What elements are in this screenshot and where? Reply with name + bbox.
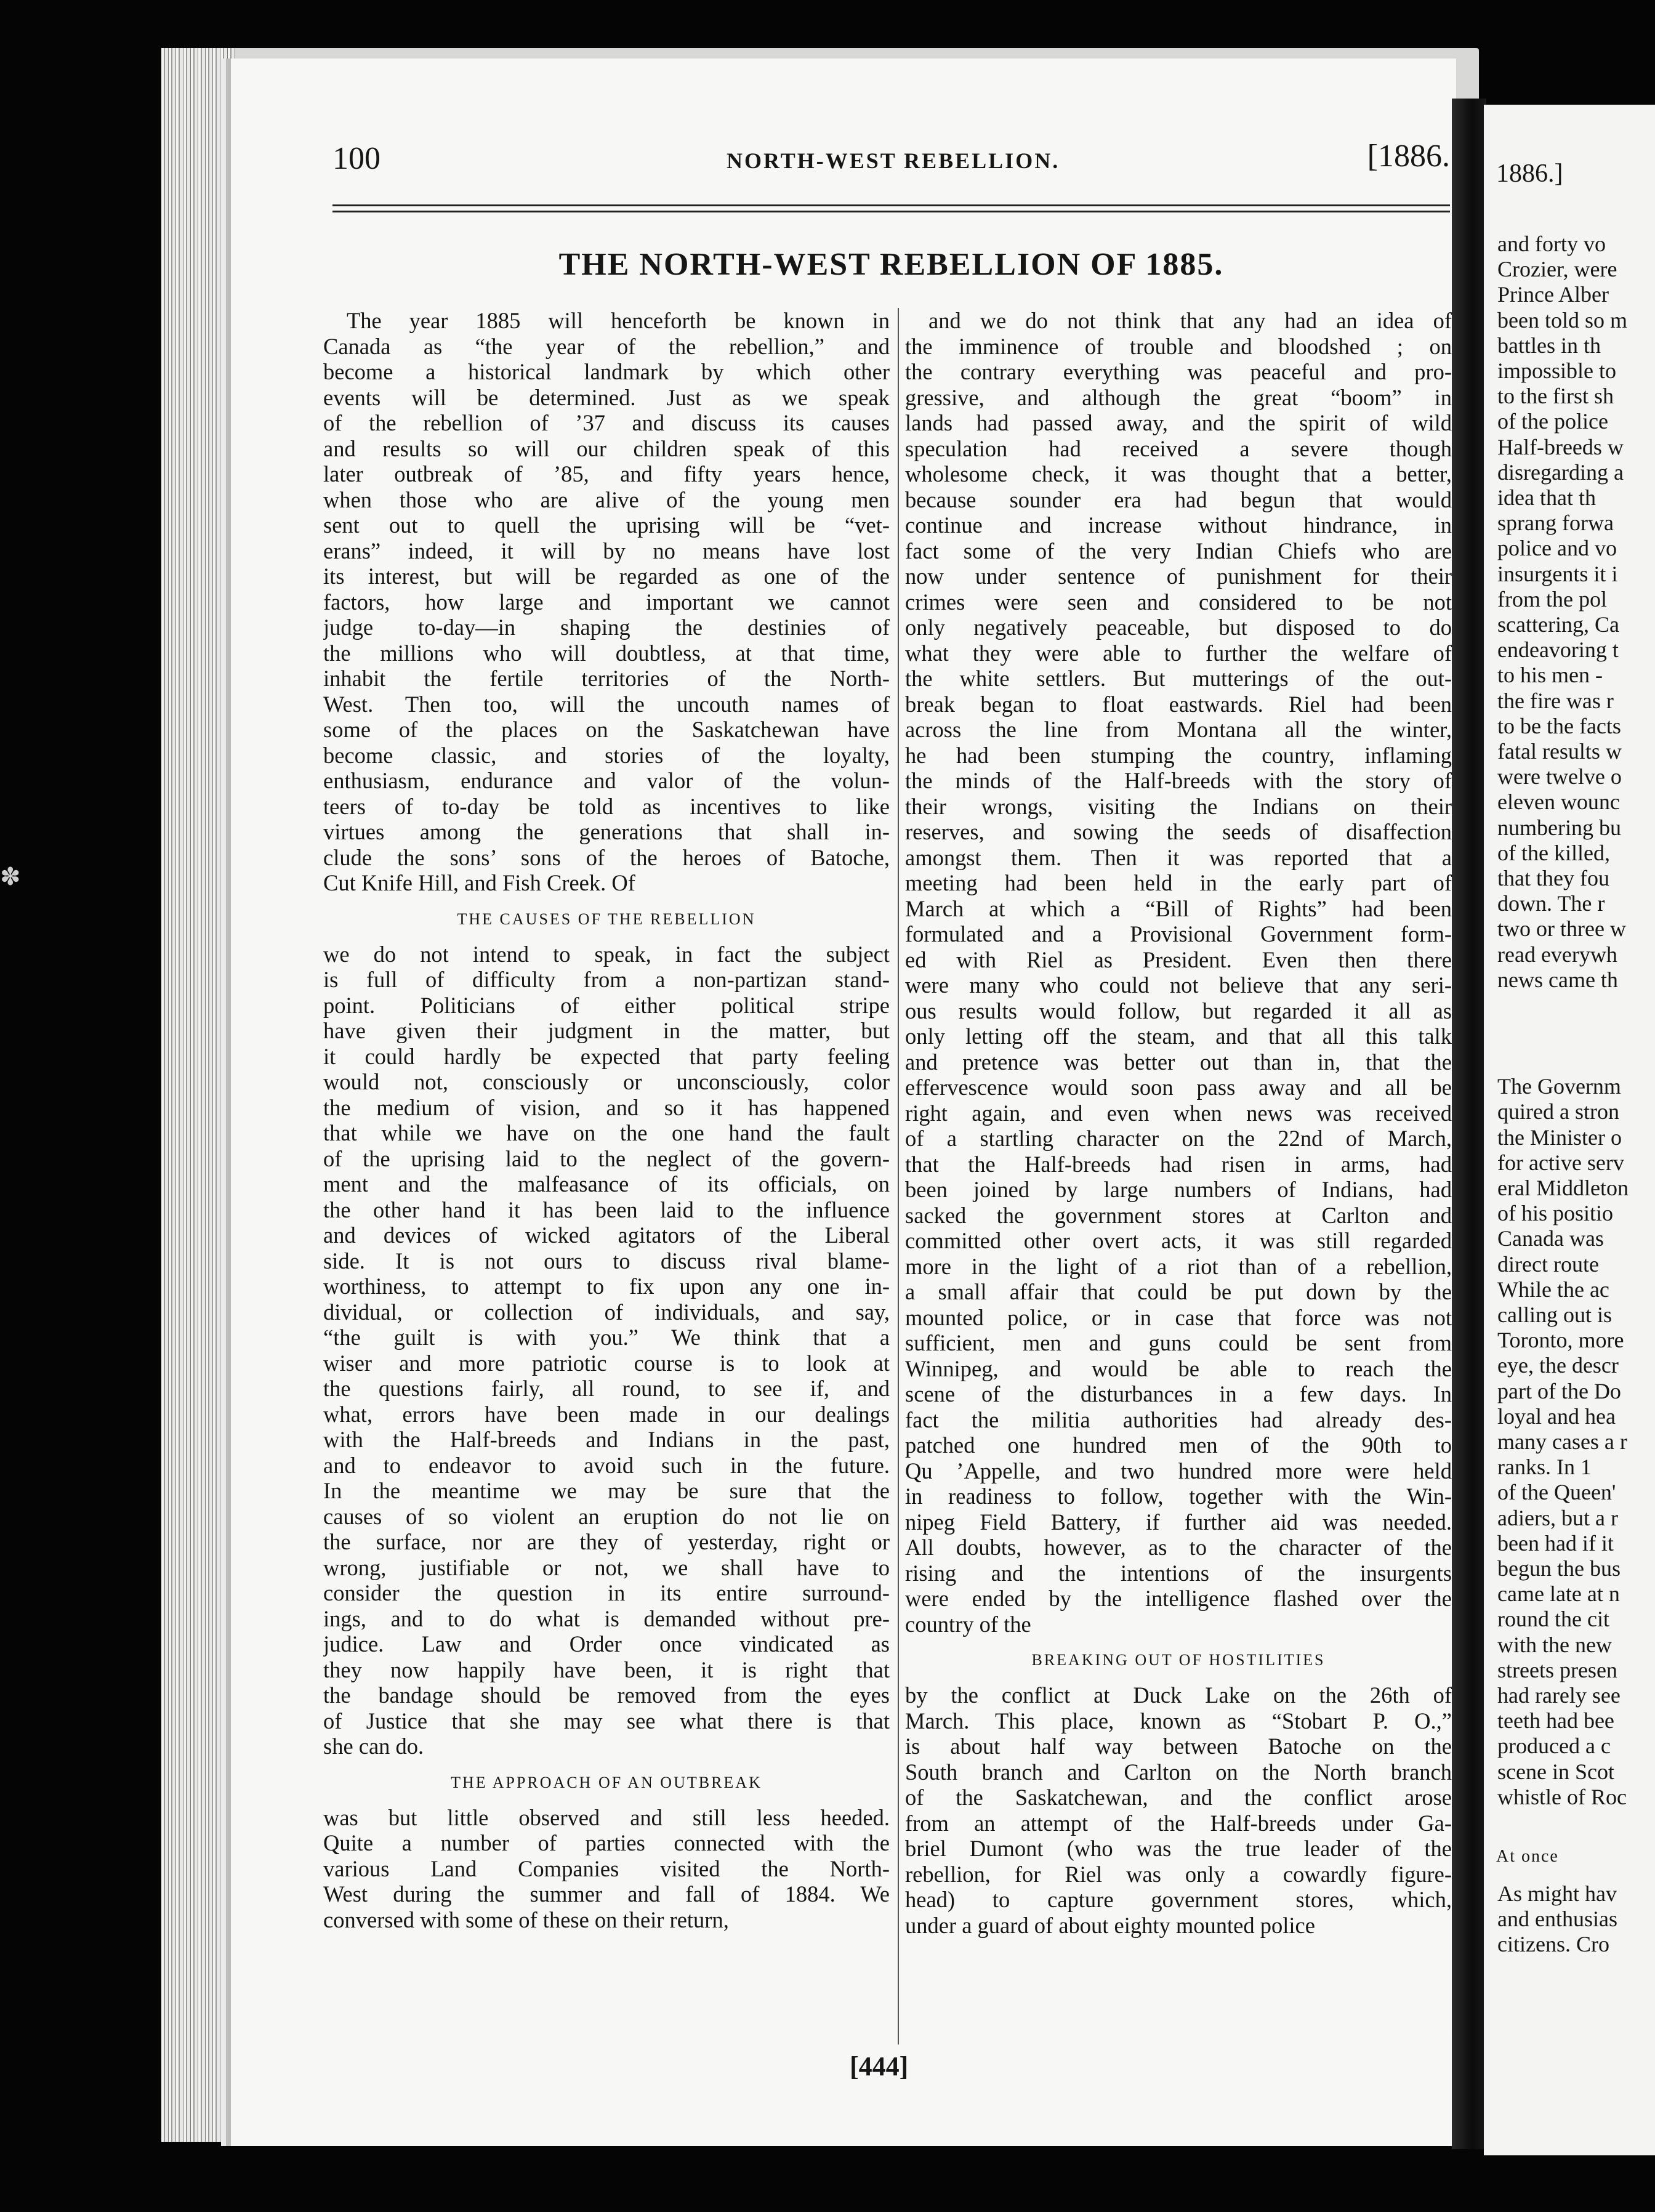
facing-text-line: to the first sh (1497, 384, 1614, 409)
facing-text-line: to be the facts (1497, 713, 1621, 738)
text-line: from an attempt of the Half-breeds under Ga- (905, 1810, 1452, 1836)
text-line: she can do. (323, 1734, 424, 1759)
text-line: conversed with some of these on their return, (323, 1907, 729, 1932)
facing-text-line: begun the bus (1497, 1556, 1621, 1581)
text-line: the white settlers. But mutterings of the out- (905, 666, 1452, 691)
facing-year-bracket: 1886.] (1496, 159, 1563, 188)
facing-text-line: Toronto, more (1497, 1328, 1624, 1353)
text-line: West during the summer and fall of 1884. We (323, 1881, 890, 1907)
facing-text-line: produced a c (1497, 1734, 1611, 1759)
facing-text-line: from the pol (1497, 586, 1607, 612)
text-line: mounted police, or in case that force was not (905, 1304, 1452, 1330)
facing-text-line: Crozier, were (1497, 257, 1617, 282)
text-line: formulated and a Provisional Government form- (905, 921, 1452, 947)
facing-text-line: Half-breeds w (1497, 434, 1624, 459)
text-line: speculation had received a severe though (905, 435, 1452, 461)
facing-text-line: While the ac (1497, 1277, 1609, 1302)
facing-text-line: impossible to (1497, 358, 1617, 384)
text-line: events will be determined. Just as we speak (323, 384, 890, 410)
text-line: sacked the government stores at Carlton and (905, 1202, 1452, 1228)
text-line: and to endeavor to avoid such in the future. (323, 1452, 890, 1478)
facing-text-line: fatal results w (1497, 739, 1622, 764)
header-rule (332, 211, 1450, 212)
text-line: of a startling character on the 22nd of March, (905, 1126, 1452, 1151)
text-line: and we do not think that any had an idea of (928, 308, 1452, 333)
facing-text-line: Prince Alber (1497, 282, 1609, 307)
facing-text-line: for active serv (1497, 1150, 1624, 1175)
text-line: and devices of wicked agitators of the Liberal (323, 1222, 890, 1248)
facing-text-line: part of the Do (1497, 1378, 1621, 1403)
text-line: fact the militia authorities had already des- (905, 1407, 1452, 1432)
text-line: briel Dumont (who was the true leader of the (905, 1836, 1452, 1861)
facing-heading: At once (1496, 1846, 1559, 1866)
facing-text-line: that they fou (1497, 866, 1609, 891)
margin-smudge: ✽ (0, 863, 21, 890)
text-line: inhabit the fertile territories of the North- (323, 666, 890, 691)
facing-text-line: of his positio (1497, 1201, 1614, 1226)
facing-text-line: eral Middleton (1497, 1175, 1629, 1200)
text-line: teers of to-day be told as incentives to like (323, 793, 890, 819)
facing-text-line: battles in th (1497, 333, 1601, 358)
text-line: a small affair that could be put down by the (905, 1279, 1452, 1304)
text-line: of the rebellion of ’37 and discuss its causes (323, 410, 890, 435)
text-line: judge to-day—in shaping the destinies of (323, 615, 890, 640)
text-line: causes of so violent an eruption do not lie on (323, 1503, 890, 1529)
text-line: country of the (905, 1611, 1031, 1637)
text-line: head) to capture government stores, which, (905, 1887, 1452, 1912)
facing-text-end (1484, 1881, 1655, 1958)
text-line: the minds of the Half-breeds with the story of (905, 768, 1452, 793)
text-line: March. This place, known as “Stobart P. O.,” (905, 1708, 1452, 1734)
page-number: 100 (332, 141, 381, 176)
right-column (905, 308, 1452, 1938)
facing-text-line: many cases a r (1497, 1429, 1627, 1454)
facing-text-bottom (1484, 1074, 1655, 1810)
text-line: All doubts, however, as to the character of the (905, 1535, 1452, 1560)
text-line: consider the question in its entire surround- (323, 1580, 890, 1605)
text-line: committed other overt acts, it was still regarded (905, 1228, 1452, 1253)
facing-text-line: The Governm (1497, 1074, 1621, 1099)
facing-text-line: of the killed, (1497, 840, 1610, 865)
facing-page (1484, 105, 1655, 2155)
text-line: nipeg Field Battery, if further aid was needed. (905, 1509, 1452, 1535)
text-line: sent out to quell the uprising will be “vet- (323, 512, 890, 538)
facing-text-line: numbering bu (1497, 815, 1621, 840)
facing-text-line: scattering, Ca (1497, 612, 1619, 637)
text-line: of the uprising laid to the neglect of the govern- (323, 1145, 890, 1171)
text-line: lands had passed away, and the spirit of wild (905, 410, 1452, 435)
text-line: become classic, and stories of the loyalty, (323, 742, 890, 768)
text-line: West. Then too, will the uncouth names of (323, 691, 890, 717)
text-line: clude the sons’ sons of the heroes of Batoche, (323, 844, 890, 870)
text-line: in readiness to follow, together with the Win- (905, 1483, 1452, 1509)
text-line: was but little observed and still less heeded. (323, 1804, 890, 1830)
text-line: is about half way between Batoche on the (905, 1734, 1452, 1759)
text-line: would not, consciously or unconsciously, color (323, 1069, 890, 1094)
text-line: under a guard of about eighty mounted police (905, 1912, 1315, 1938)
text-line: Winnipeg, and would be able to reach the (905, 1355, 1452, 1381)
text-line: sufficient, men and guns could be sent from (905, 1330, 1452, 1355)
text-line: reserves, and sowing the seeds of disaffection (905, 819, 1452, 844)
text-line: virtues among the generations that shall in- (323, 819, 890, 844)
text-line: and pretence was better out than in, that the (905, 1049, 1452, 1075)
text-line: scene of the disturbances in a few days. In (905, 1381, 1452, 1407)
text-line: because sounder era had begun that would (905, 486, 1452, 512)
facing-text-line: loyal and hea (1497, 1403, 1616, 1429)
text-line: worthiness, to attempt to fix upon any one in- (323, 1274, 890, 1299)
text-line: wiser and more patriotic course is to look at (323, 1350, 890, 1376)
text-line: erans” indeed, it will by no means have lost (323, 538, 890, 563)
facing-text-line: the Minister o (1497, 1124, 1622, 1150)
text-line: have given their judgment in the matter, but (323, 1018, 890, 1043)
text-line: continue and increase without hindrance, in (905, 512, 1452, 538)
text-line: wrong, justifiable or not, we shall have to (323, 1554, 890, 1580)
text-line: now under sentence of punishment for their (905, 563, 1452, 589)
text-line: side. It is not ours to discuss rival blame- (323, 1248, 890, 1274)
text-line: that the Half-breeds had risen in arms, had (905, 1151, 1452, 1177)
text-line: dividual, or collection of individuals, and say, (323, 1299, 890, 1325)
facing-text-line: endeavoring t (1497, 637, 1619, 663)
facing-text-line: came late at n (1497, 1581, 1620, 1607)
facing-text-line: eleven wounc (1497, 789, 1620, 815)
facing-text-line: police and vo (1497, 536, 1617, 561)
text-line: the questions fairly, all round, to see if, and (323, 1376, 890, 1401)
text-line: right again, and even when news was received (905, 1100, 1452, 1126)
text-line: were many who could not believe that any seri- (905, 972, 1452, 998)
year-bracket: [1886. (1367, 139, 1450, 174)
text-line: they now happily have been, it is right that (323, 1657, 890, 1682)
facing-text-line: scene in Scot (1497, 1759, 1614, 1784)
text-line: patched one hundred men of the 90th to (905, 1432, 1452, 1458)
text-line: gressive, and although the great “boom” in (905, 384, 1452, 410)
text-line: its interest, but will be regarded as one of the (323, 563, 890, 589)
text-line: the bandage should be removed from the eyes (323, 1682, 890, 1708)
text-line: ous results would follow, but regarded it all as (905, 998, 1452, 1023)
text-line: that while we have on the one hand the fault (323, 1120, 890, 1145)
facing-text-top (1484, 232, 1655, 993)
text-line: is full of difficulty from a non-partizan stand- (323, 967, 890, 992)
facing-text-line: down. The r (1497, 891, 1605, 916)
text-line: The year 1885 will henceforth be known in (347, 308, 890, 333)
text-line: meeting had been held in the early part of (905, 870, 1452, 895)
section-heading: THE CAUSES OF THE REBELLION (457, 910, 756, 928)
text-line: ment and the malfeasance of its officials, on (323, 1171, 890, 1197)
column-divider (898, 308, 899, 2044)
text-line: ed with Riel as President. Even then there (905, 947, 1452, 972)
text-line: been joined by large numbers of Indians, had (905, 1177, 1452, 1202)
text-line: across the line from Montana all the winter, (905, 717, 1452, 742)
text-line: fact some of the very Indian Chiefs who are (905, 538, 1452, 563)
facing-text-line: of the Queen' (1497, 1480, 1616, 1505)
facing-text-line: read everywh (1497, 942, 1617, 967)
book-gutter (1452, 99, 1486, 2149)
facing-text-line: eye, the descr (1497, 1353, 1619, 1378)
text-line: the imminence of trouble and bloodshed ; on (905, 333, 1452, 359)
left-column (323, 308, 890, 1932)
facing-text-line: had rarely see (1497, 1682, 1621, 1708)
facing-text-line: and enthusias (1497, 1907, 1617, 1932)
facing-text-line: quired a stron (1497, 1099, 1619, 1124)
text-line: rebellion, for Riel was only a cowardly figure- (905, 1861, 1452, 1887)
facing-text-line: and forty vo (1497, 232, 1606, 256)
text-line: only letting off the steam, and that all this talk (905, 1023, 1452, 1049)
article-title: THE NORTH-WEST REBELLION OF 1885. (558, 247, 1224, 282)
text-line: the medium of vision, and so it has happened (323, 1094, 890, 1120)
facing-text-line: whistle of Roc (1497, 1784, 1627, 1809)
text-line: of Justice that she may see what there is that (323, 1708, 890, 1734)
page-edges (161, 48, 235, 2142)
text-line: various Land Companies visited the North- (323, 1855, 890, 1881)
folio-number: [444] (850, 2051, 909, 2081)
facing-text-line: been had if it (1497, 1530, 1614, 1556)
text-line: and results so will our children speak of this (323, 435, 890, 461)
running-title: NORTH-WEST REBELLION. (727, 148, 1060, 173)
text-line: what they were able to further the welfare of (905, 640, 1452, 666)
text-line: their wrongs, visiting the Indians on their (905, 793, 1452, 819)
text-line: when those who are alive of the young men (323, 486, 890, 512)
text-line: more in the light of a riot than of a rebellion, (905, 1253, 1452, 1279)
facing-text-line: direct route (1497, 1251, 1599, 1277)
text-line: Qu ’Appelle, and two hundred more were held (905, 1458, 1452, 1483)
facing-text-line: calling out is (1497, 1302, 1612, 1327)
text-line: the contrary everything was peaceful and pro- (905, 359, 1452, 384)
text-line: judice. Law and Order once vindicated as (323, 1631, 890, 1657)
text-line: were ended by the intelligence flashed over the (905, 1586, 1452, 1611)
text-line: Cut Knife Hill, and Fish Creek. Of (323, 870, 635, 895)
header-rule (332, 204, 1450, 206)
facing-text-line: insurgents it i (1497, 561, 1618, 586)
running-head (332, 140, 1450, 190)
text-line: become a historical landmark by which other (323, 359, 890, 384)
text-line: “the guilt is with you.” We think that a (323, 1325, 890, 1350)
text-line: the other hand it has been laid to the influence (323, 1197, 890, 1222)
text-line: he had been stumping the country, inflaming (905, 742, 1452, 768)
text-line: crimes were seen and considered to be not (905, 589, 1452, 615)
facing-text-line: to his men - (1497, 663, 1603, 688)
text-line: point. Politicians of either political stripe (323, 992, 890, 1018)
text-line: amongst them. Then it was reported that a (905, 844, 1452, 870)
text-line: enthusiasm, endurance and valor of the volun- (323, 768, 890, 793)
section-heading: THE APPROACH OF AN OUTBREAK (451, 1773, 762, 1791)
text-line: South branch and Carlton on the North branch (905, 1759, 1452, 1785)
facing-text-line: citizens. Cro (1497, 1932, 1609, 1957)
facing-text-line: disregarding a (1497, 459, 1624, 485)
text-line: later outbreak of ’85, and fifty years hence, (323, 461, 890, 486)
facing-text-line: idea that th (1497, 485, 1596, 511)
facing-text-line: Canada was (1497, 1226, 1604, 1251)
text-line: by the conflict at Duck Lake on the 26th of (905, 1682, 1452, 1708)
facing-text-line: were twelve o (1497, 764, 1622, 789)
facing-text-line: adiers, but a r (1497, 1505, 1618, 1530)
facing-text-line: with the new (1497, 1632, 1612, 1657)
facing-text-line: teeth had bee (1497, 1708, 1614, 1734)
text-line: In the meantime we may be sure that the (323, 1478, 890, 1503)
text-line: we do not intend to speak, in fact the subject (323, 941, 890, 967)
text-line: it could hardly be expected that party feeling (323, 1043, 890, 1069)
text-line: only negatively peaceable, but disposed to do (905, 615, 1452, 640)
text-line: the millions who will doubtless, at that time, (323, 640, 890, 666)
text-line: factors, how large and important we cannot (323, 589, 890, 615)
facing-text-line: streets presen (1497, 1657, 1617, 1682)
text-line: March at which a “Bill of Rights” had been (905, 895, 1452, 921)
text-line: break began to float eastwards. Riel had been (905, 691, 1452, 717)
text-line: rising and the intentions of the insurgents (905, 1560, 1452, 1586)
facing-text-line: two or three w (1497, 916, 1626, 942)
text-line: with the Half-breeds and Indians in the past, (323, 1427, 890, 1452)
facing-text-line: round the cit (1497, 1607, 1609, 1632)
facing-text-line: of the police (1497, 409, 1608, 434)
text-line: Canada as “the year of the rebellion,” and (323, 333, 890, 359)
text-line: what, errors have been made in our dealings (323, 1401, 890, 1427)
facing-text-line: news came th (1497, 967, 1618, 992)
facing-text-line: sprang forwa (1497, 511, 1614, 536)
text-line: wholesome check, it was thought that a better, (905, 461, 1452, 486)
section-heading: BREAKING OUT OF HOSTILITIES (1031, 1651, 1326, 1669)
text-line: some of the places on the Saskatchewan have (323, 717, 890, 742)
text-line: Quite a number of parties connected with the (323, 1830, 890, 1855)
facing-text-line: been told so m (1497, 307, 1627, 333)
facing-text-line: ranks. In 1 (1497, 1455, 1592, 1480)
text-line: the surface, nor are they of yesterday, right or (323, 1529, 890, 1554)
facing-text-line: As might hav (1497, 1881, 1617, 1906)
text-line: of the Saskatchewan, and the conflict arose (905, 1785, 1452, 1810)
text-line: ings, and to do what is demanded without pre- (323, 1605, 890, 1631)
facing-text-line: the fire was r (1497, 688, 1614, 713)
text-line: effervescence would soon pass away and all be (905, 1075, 1452, 1100)
